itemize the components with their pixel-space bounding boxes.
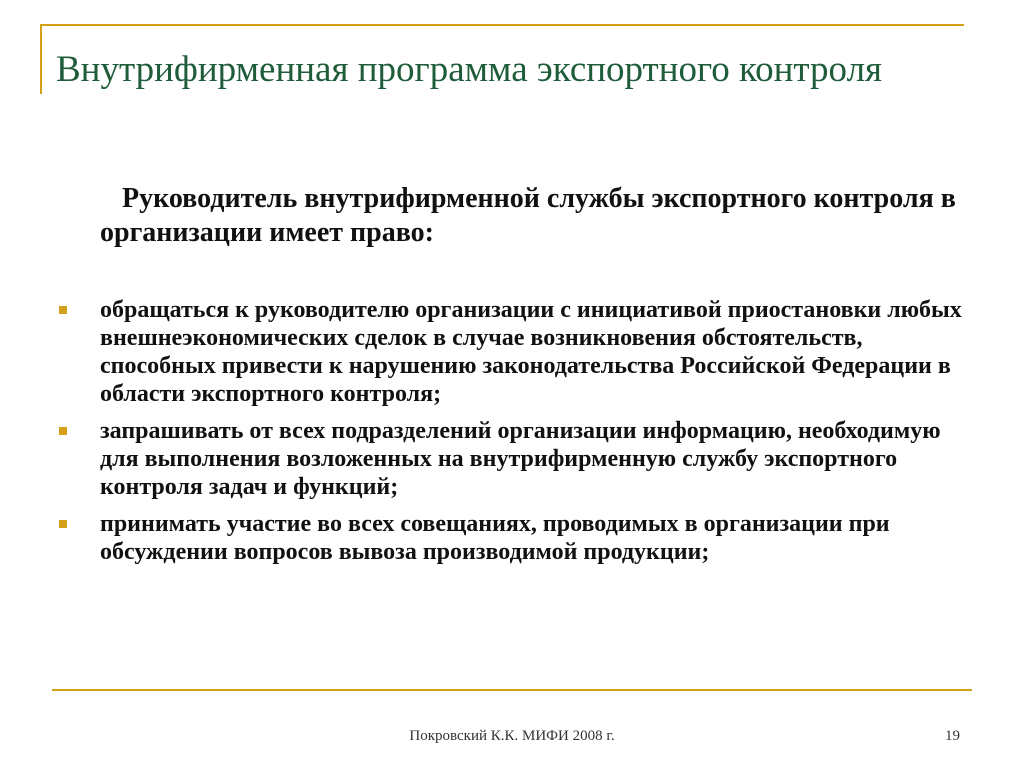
slide-title: Внутрифирменная программа экспортного контроля [56, 49, 883, 90]
lead-text: Руководитель внутрифирменной службы экспортного контроля в организации имеет право: [100, 183, 956, 248]
square-bullet-icon [59, 306, 67, 314]
frame-top-line [40, 24, 964, 26]
footer-author: Покровский К.К. МИФИ 2008 г. [409, 728, 615, 744]
bullet-item [0, 296, 970, 408]
page-number: 19 [945, 728, 960, 744]
square-bullet-icon [59, 427, 67, 435]
bullet-text: запрашивать от всех подразделений организации информацию, необходимую для выполнения возложенных на внутрифирменную службу экспортного контроля задач и функций; [100, 418, 941, 500]
footer-divider [52, 689, 972, 691]
bullet-item [0, 417, 970, 501]
bullet-text: принимать участие во всех совещаниях, проводимых в организации при обсуждении вопросов вывоза производимой продукции; [100, 511, 890, 565]
square-bullet-icon [59, 520, 67, 528]
bullet-text: обращаться к руководителю организации с инициативой приостановки любых внешнеэкономических сделок в случае возникновения обстоятельств, способных привести к нарушению законодательства Российской Федерации в области экспортного контроля; [100, 297, 962, 407]
bullet-item [0, 510, 970, 566]
lead-paragraph [100, 182, 980, 250]
bullet-list [0, 296, 1024, 575]
frame-left-line [40, 24, 42, 94]
